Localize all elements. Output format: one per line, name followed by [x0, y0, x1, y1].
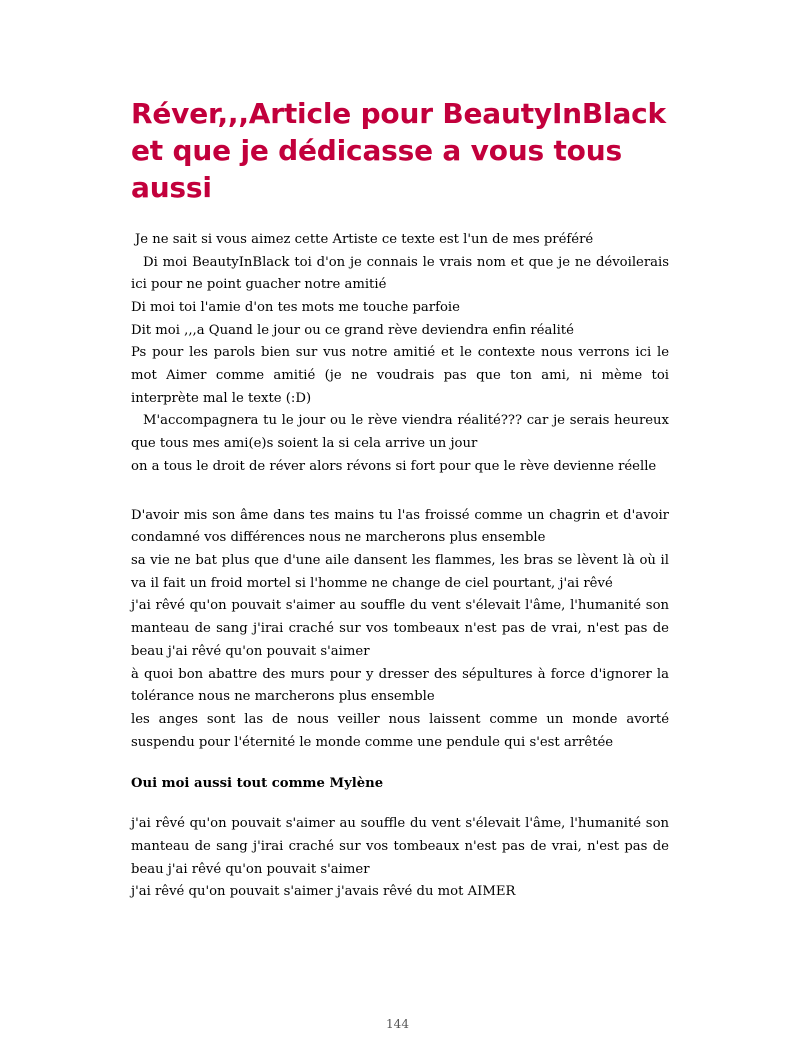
page-number: 144 — [386, 1017, 409, 1031]
paragraph: les anges sont las de nous veiller nous laissent comme un monde avorté suspendu pour l'éternité le monde comme une pendule qui s'est arrêtée — [131, 711, 669, 750]
paragraph: Ps pour les parols bien sur vus notre amitié et le contexte nous verrons ici le mot Aimer comme amitié (je ne voudrais pas que ton ami, ni mème toi interprète mal le texte (:D) — [131, 345, 669, 406]
paragraph: Je ne sait si vous aimez cette Artiste ce texte est l'un de mes préféré — [135, 231, 594, 247]
document-body — [131, 96, 669, 904]
paragraph: sa vie ne bat plus que d'une aile dansent les flammes, les bras se lèvent là où il va il fait un froid mortel si l'homme ne change de ciel pourtant, j'ai rêvé — [131, 553, 669, 591]
paragraph: à quoi bon abattre des murs pour y dresser des sépultures à force d'ignorer la tolérance nous ne marcherons plus ensemble — [131, 666, 669, 705]
paragraph: j'ai rêvé qu'on pouvait s'aimer j'avais rêvé du mot AIMER — [131, 884, 516, 900]
paragraph-group-lyrics-two — [131, 813, 669, 904]
paragraph: Di moi toi l'amie d'on tes mots me touche parfoie — [131, 299, 460, 315]
emphasis-line: Oui moi aussi tout comme Mylène — [131, 776, 384, 792]
paragraph: D'avoir mis son âme dans tes mains tu l'as froissé comme un chagrin et d'avoir condamné vos différences nous ne marcherons plus ensemble — [131, 507, 669, 546]
paragraph: Di moi BeautyInBlack toi d'on je connais le vrais nom et que je ne dévoilerais ici pour ne point guacher notre amitié — [131, 254, 669, 293]
paragraph: j'ai rêvé qu'on pouvait s'aimer au souffle du vent s'élevait l'âme, l'humanité son manteau de sang j'irai craché sur vos tombeaux n'est pas de vrai, n'est pas de beau j'ai rêvé qu'on pouvait s'aimer — [131, 598, 669, 659]
paragraph-group-lyrics-one — [131, 505, 669, 755]
paragraph-group-intro — [131, 229, 669, 479]
paragraph: j'ai rêvé qu'on pouvait s'aimer au souffle du vent s'élevait l'âme, l'humanité son manteau de sang j'irai craché sur vos tombeaux n'est pas de vrai, n'est pas de beau j'ai rêvé qu'on pouvait s'aimer — [131, 816, 669, 877]
paragraph: on a tous le droit de réver alors révons si fort pour que le rève devienne réelle — [131, 458, 657, 474]
paragraph: Dit moi ,,,a Quand le jour ou ce grand rève deviendra enfin réalité — [131, 322, 574, 338]
paragraph: M'accompagnera tu le jour ou le rève viendra réalité??? car je serais heureux que tous mes ami(e)s soient la si cela arrive un jour — [131, 413, 669, 452]
page-title: Réver,,,Article pour BeautyInBlack et que je dédicasse a vous tous aussi — [131, 97, 666, 204]
